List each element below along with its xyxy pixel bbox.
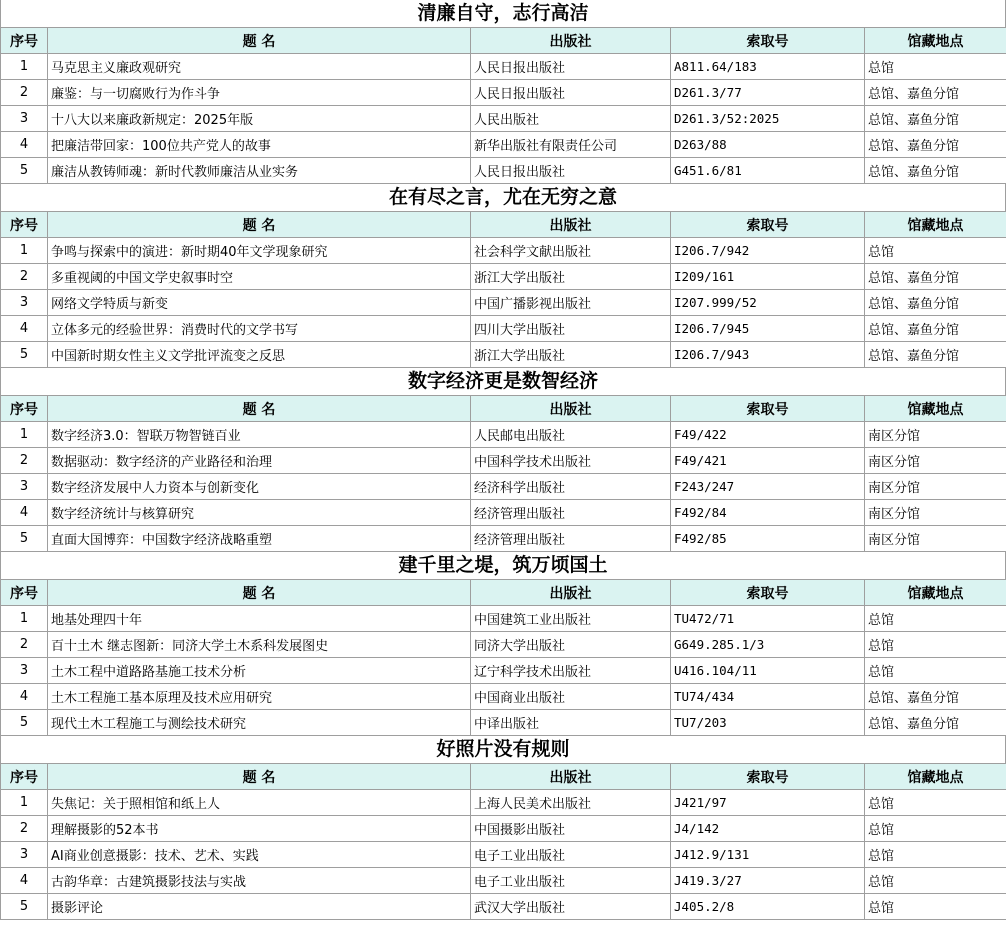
book-table [0,579,1006,736]
cell-title: 直面大国博弈：中国数字经济战略重塑 [48,526,471,552]
table-row [1,106,1006,132]
cell-no: 3 [1,658,48,684]
header-location: 馆藏地点 [865,28,1006,54]
cell-location: 总馆 [865,842,1006,868]
table-row [1,790,1006,816]
cell-call-number: F49/422 [671,422,865,448]
cell-title: 廉鉴：与一切腐败行为作斗争 [48,80,471,106]
cell-call-number: G649.285.1/3 [671,632,865,658]
cell-publisher: 经济管理出版社 [471,500,671,526]
header-location: 馆藏地点 [865,212,1006,238]
header-title: 题 名 [48,212,471,238]
section-title: 建千里之堤，筑万顷国土 [0,552,1006,579]
table-row [1,868,1006,894]
header-location: 馆藏地点 [865,396,1006,422]
header-no: 序号 [1,580,48,606]
cell-location: 总馆、嘉鱼分馆 [865,316,1006,342]
header-call-number: 索取号 [671,580,865,606]
table-row [1,606,1006,632]
header-row [1,28,1006,54]
header-no: 序号 [1,396,48,422]
cell-call-number: I209/161 [671,264,865,290]
cell-location: 总馆、嘉鱼分馆 [865,106,1006,132]
cell-no: 4 [1,316,48,342]
cell-call-number: D261.3/52:2025 [671,106,865,132]
book-table [0,27,1006,184]
header-row [1,580,1006,606]
cell-publisher: 电子工业出版社 [471,868,671,894]
cell-call-number: F49/421 [671,448,865,474]
cell-title: 摄影评论 [48,894,471,920]
cell-location: 总馆、嘉鱼分馆 [865,684,1006,710]
header-publisher: 出版社 [471,212,671,238]
table-row [1,632,1006,658]
cell-title: 理解摄影的52本书 [48,816,471,842]
cell-title: 土木工程中道路路基施工技术分析 [48,658,471,684]
table-row [1,684,1006,710]
cell-location: 总馆 [865,790,1006,816]
table-row [1,264,1006,290]
cell-no: 4 [1,132,48,158]
cell-publisher: 经济管理出版社 [471,526,671,552]
cell-publisher: 社会科学文献出版社 [471,238,671,264]
cell-publisher: 电子工业出版社 [471,842,671,868]
cell-title: 争鸣与探索中的演进：新时期40年文学现象研究 [48,238,471,264]
cell-location: 总馆 [865,868,1006,894]
cell-no: 5 [1,342,48,368]
cell-no: 5 [1,710,48,736]
cell-title: 廉洁从教铸师魂：新时代教师廉洁从业实务 [48,158,471,184]
cell-title: 多重视阈的中国文学史叙事时空 [48,264,471,290]
cell-location: 总馆、嘉鱼分馆 [865,132,1006,158]
header-publisher: 出版社 [471,580,671,606]
cell-location: 南区分馆 [865,500,1006,526]
table-row [1,816,1006,842]
cell-no: 4 [1,868,48,894]
book-section [0,736,1006,920]
table-row [1,342,1006,368]
cell-no: 5 [1,894,48,920]
cell-no: 3 [1,106,48,132]
cell-publisher: 人民日报出版社 [471,54,671,80]
header-call-number: 索取号 [671,396,865,422]
header-no: 序号 [1,212,48,238]
cell-call-number: I206.7/945 [671,316,865,342]
book-section [0,368,1006,552]
header-publisher: 出版社 [471,28,671,54]
section-title: 在有尽之言，尤在无穷之意 [0,184,1006,211]
cell-location: 总馆、嘉鱼分馆 [865,80,1006,106]
cell-publisher: 中国科学技术出版社 [471,448,671,474]
table-row [1,238,1006,264]
cell-location: 南区分馆 [865,474,1006,500]
header-no: 序号 [1,764,48,790]
table-row [1,54,1006,80]
book-section [0,184,1006,368]
cell-call-number: J405.2/8 [671,894,865,920]
header-title: 题 名 [48,764,471,790]
table-row [1,894,1006,920]
cell-call-number: D263/88 [671,132,865,158]
table-row [1,132,1006,158]
section-title: 数字经济更是数智经济 [0,368,1006,395]
cell-publisher: 中国建筑工业出版社 [471,606,671,632]
table-row [1,158,1006,184]
cell-title: 失焦记：关于照相馆和纸上人 [48,790,471,816]
header-publisher: 出版社 [471,764,671,790]
cell-call-number: I206.7/942 [671,238,865,264]
cell-no: 1 [1,606,48,632]
cell-location: 总馆、嘉鱼分馆 [865,264,1006,290]
cell-call-number: J421/97 [671,790,865,816]
cell-title: 土木工程施工基本原理及技术应用研究 [48,684,471,710]
cell-publisher: 中国商业出版社 [471,684,671,710]
cell-title: 地基处理四十年 [48,606,471,632]
table-row [1,710,1006,736]
cell-call-number: G451.6/81 [671,158,865,184]
cell-call-number: I206.7/943 [671,342,865,368]
cell-title: 现代土木工程施工与测绘技术研究 [48,710,471,736]
cell-title: 数字经济统计与核算研究 [48,500,471,526]
header-call-number: 索取号 [671,764,865,790]
table-row [1,526,1006,552]
cell-publisher: 浙江大学出版社 [471,342,671,368]
header-publisher: 出版社 [471,396,671,422]
header-row [1,764,1006,790]
cell-title: 数字经济发展中人力资本与创新变化 [48,474,471,500]
cell-publisher: 武汉大学出版社 [471,894,671,920]
cell-publisher: 中国广播影视出版社 [471,290,671,316]
table-row [1,474,1006,500]
cell-title: 中国新时期女性主义文学批评流变之反思 [48,342,471,368]
cell-location: 总馆 [865,238,1006,264]
header-title: 题 名 [48,28,471,54]
cell-call-number: I207.999/52 [671,290,865,316]
table-row [1,448,1006,474]
cell-title: 十八大以来廉政新规定：2025年版 [48,106,471,132]
cell-no: 1 [1,54,48,80]
section-title: 清廉自守，志行高洁 [0,0,1006,27]
cell-location: 总馆、嘉鱼分馆 [865,158,1006,184]
cell-publisher: 人民日报出版社 [471,80,671,106]
cell-publisher: 经济科学出版社 [471,474,671,500]
header-title: 题 名 [48,580,471,606]
cell-publisher: 浙江大学出版社 [471,264,671,290]
cell-publisher: 人民出版社 [471,106,671,132]
cell-no: 3 [1,474,48,500]
cell-no: 5 [1,158,48,184]
cell-call-number: F492/85 [671,526,865,552]
cell-location: 总馆 [865,632,1006,658]
cell-publisher: 同济大学出版社 [471,632,671,658]
header-title: 题 名 [48,396,471,422]
cell-location: 总馆、嘉鱼分馆 [865,342,1006,368]
table-row [1,316,1006,342]
book-section [0,0,1006,184]
table-row [1,658,1006,684]
cell-no: 2 [1,80,48,106]
table-row [1,500,1006,526]
cell-no: 5 [1,526,48,552]
table-row [1,290,1006,316]
table-row [1,422,1006,448]
cell-publisher: 中译出版社 [471,710,671,736]
cell-call-number: F492/84 [671,500,865,526]
cell-location: 总馆 [865,658,1006,684]
cell-title: 网络文学特质与新变 [48,290,471,316]
header-call-number: 索取号 [671,212,865,238]
cell-location: 南区分馆 [865,422,1006,448]
cell-title: 数字经济3.0：智联万物智链百业 [48,422,471,448]
cell-publisher: 四川大学出版社 [471,316,671,342]
cell-location: 总馆、嘉鱼分馆 [865,710,1006,736]
cell-publisher: 新华出版社有限责任公司 [471,132,671,158]
header-row [1,396,1006,422]
cell-location: 总馆 [865,816,1006,842]
cell-no: 1 [1,422,48,448]
cell-title: 把廉洁带回家：100位共产党人的故事 [48,132,471,158]
cell-location: 南区分馆 [865,526,1006,552]
cell-call-number: D261.3/77 [671,80,865,106]
cell-call-number: TU74/434 [671,684,865,710]
cell-no: 2 [1,632,48,658]
book-table [0,211,1006,368]
cell-call-number: TU7/203 [671,710,865,736]
cell-call-number: F243/247 [671,474,865,500]
cell-no: 2 [1,264,48,290]
cell-title: 数据驱动：数字经济的产业路径和治理 [48,448,471,474]
book-section [0,552,1006,736]
header-call-number: 索取号 [671,28,865,54]
cell-call-number: J412.9/131 [671,842,865,868]
cell-call-number: TU472/71 [671,606,865,632]
cell-publisher: 辽宁科学技术出版社 [471,658,671,684]
header-row [1,212,1006,238]
cell-title: 马克思主义廉政观研究 [48,54,471,80]
cell-publisher: 上海人民美术出版社 [471,790,671,816]
cell-title: 古韵华章：古建筑摄影技法与实战 [48,868,471,894]
section-title: 好照片没有规则 [0,736,1006,763]
cell-title: 立体多元的经验世界：消费时代的文学书写 [48,316,471,342]
cell-no: 2 [1,448,48,474]
cell-call-number: J4/142 [671,816,865,842]
cell-title: 百十土木 继志图新：同济大学土木系科发展图史 [48,632,471,658]
cell-location: 总馆、嘉鱼分馆 [865,290,1006,316]
book-table [0,763,1006,920]
table-row [1,842,1006,868]
cell-location: 总馆 [865,894,1006,920]
cell-publisher: 中国摄影出版社 [471,816,671,842]
cell-no: 2 [1,816,48,842]
table-row [1,80,1006,106]
cell-location: 南区分馆 [865,448,1006,474]
cell-no: 3 [1,290,48,316]
cell-call-number: U416.104/11 [671,658,865,684]
cell-call-number: J419.3/27 [671,868,865,894]
header-location: 馆藏地点 [865,764,1006,790]
header-no: 序号 [1,28,48,54]
cell-publisher: 人民日报出版社 [471,158,671,184]
book-table [0,395,1006,552]
cell-location: 总馆 [865,606,1006,632]
cell-no: 1 [1,790,48,816]
cell-no: 4 [1,684,48,710]
cell-call-number: A811.64/183 [671,54,865,80]
cell-no: 4 [1,500,48,526]
cell-title: AI商业创意摄影：技术、艺术、实践 [48,842,471,868]
header-location: 馆藏地点 [865,580,1006,606]
cell-publisher: 人民邮电出版社 [471,422,671,448]
cell-no: 3 [1,842,48,868]
cell-location: 总馆 [865,54,1006,80]
cell-no: 1 [1,238,48,264]
